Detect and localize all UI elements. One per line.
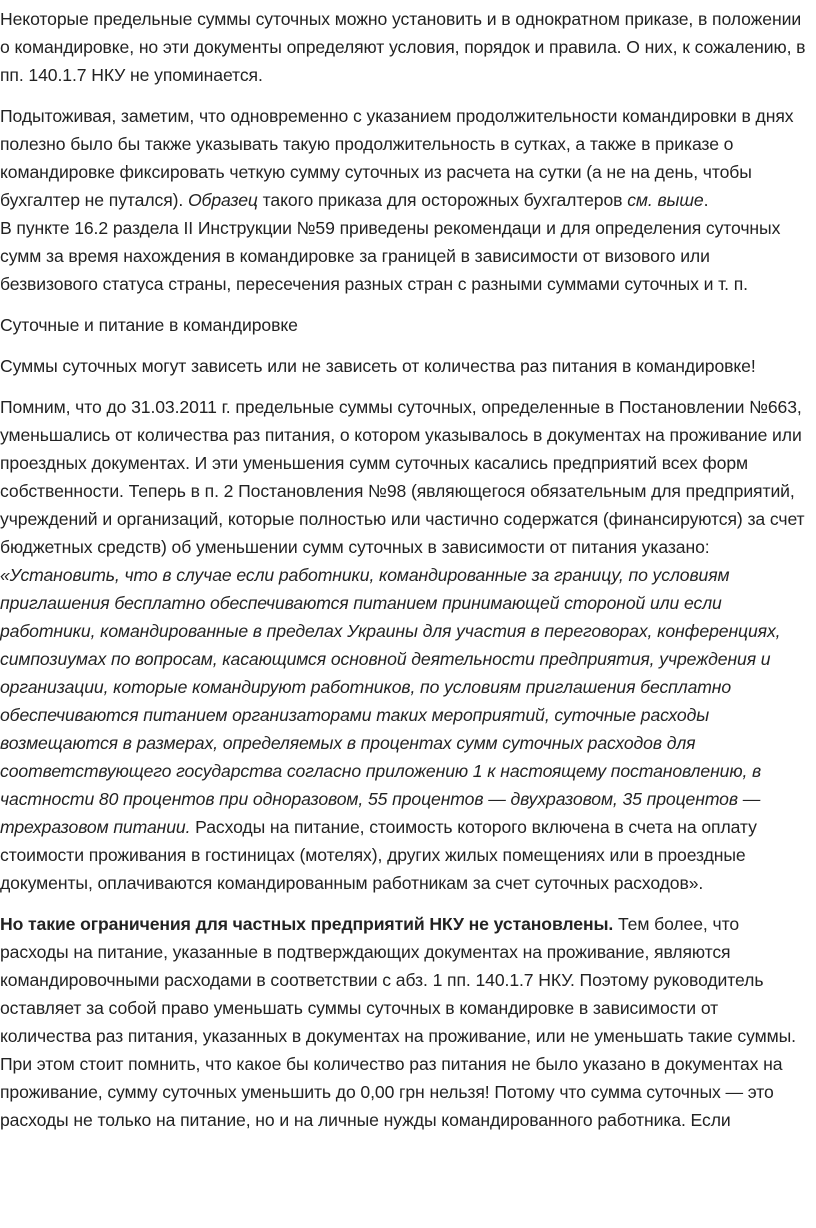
paragraph-private-enterprises	[0, 910, 810, 1050]
paragraph-text: Помним, что до 31.03.2011 г. предельные суммы суточных, определенные в Постановлении №663, уменьшались от количества раз питания, о котором указывалось в документах на проживание или проездных документах. И эти уменьшения сумм суточных касались предприятий всех форм собственности. Теперь в п. 2 Постановления №98 (являющегося обязательным для предприятий, учреждений и организаций, которые полностью или частично содержатся (финансируются) за счет бюджетных средств) об уменьшении сумм суточных в зависимости от питания указано:	[0, 397, 805, 557]
heading-text: Суточные и питание в командировке	[0, 315, 298, 335]
bold-statement: Но такие ограничения для частных предприятий НКУ не установлены.	[0, 914, 614, 934]
paragraph-gap	[0, 89, 810, 102]
paragraph-meals-dependency	[0, 352, 810, 380]
paragraph-daily-limits	[0, 5, 810, 89]
paragraph-gap	[0, 298, 810, 311]
paragraph-instruction-59	[0, 214, 810, 298]
paragraph-summary	[0, 102, 810, 214]
paragraph-text: .	[703, 190, 709, 210]
paragraph-gap	[0, 339, 810, 352]
paragraph-text: При этом стоит помнить, что какое бы количество раз питания не было указано в документах на проживание, сумму суточных уменьшить до 0,00 грн нельзя! Потому что сумма суточных — это расходы не только на питание, но и на личные нужды командированного работника. Если	[0, 1054, 783, 1130]
paragraph-text: Подытоживая, заметим, что одновременно с указанием продолжительности командировки в днях полезно было бы также указывать такую продолжительность в сутках, а также в приказе о командировке фиксировать четкую сумму суточных из расчета на сутки (а не на день, чтобы бухгалтер не путался).	[0, 106, 794, 210]
quote-resolution-98: «Установить, что в случае если работники, командированные за границу, по условиям приглашения бесплатно обеспечиваются питанием принимающей стороной или если работники, командированные в пределах Украины для участия в переговорах, конференциях, симпозиумах по вопросам, касающимся основной деятельности предприятия, учреждения и организации, которые командируют работников, по условиям приглашения бесплатно обеспечиваются питанием организаторами таких мероприятий, суточные расходы возмещаются в размерах, определяемых в процентах сумм суточных расходов для соответствующего государства согласно приложению 1 к настоящему постановлению, в частности 80 процентов при одноразовом, 55 процентов — двухразовом, 35 процентов — трехразовом питании.	[0, 565, 781, 837]
paragraph-gap	[0, 380, 810, 393]
paragraph-text: такого приказа для осторожных бухгалтеров	[257, 190, 628, 210]
paragraph-resolution-quote	[0, 393, 810, 897]
paragraph-zero-limit	[0, 1050, 810, 1134]
paragraph-text: Тем более, что расходы на питание, указанные в подтверждающих документах на проживание, являются командировочными расходами в соответствии с абз. 1 пп. 140.1.7 НКУ. Поэтому руководитель оставляет за собой право уменьшать суммы суточных в командировке в зависимости от количества раз питания, указанных в документах на проживание, или не уменьшать такие суммы.	[0, 914, 796, 1046]
emphasis-sample: Образец	[187, 190, 258, 210]
paragraph-text: Расходы на питание, стоимость которого включена в счета на оплату стоимости проживания в гостиницах (мотелях), других жилых помещениях или в проездные документы, оплачиваются командированным работникам за счет суточных расходов».	[0, 817, 757, 893]
paragraph-text: В пункте 16.2 раздела II Инструкции №59 приведены рекомендаци и для определения суточных сумм за время нахождения в командировке за границей в зависимости от визового или безвизового статуса страны, пересечения разных стран с разными суммами суточных и т. п.	[0, 218, 781, 294]
paragraph-text: Суммы суточных могут зависеть или не зависеть от количества раз питания в командировке!	[0, 356, 756, 376]
paragraph-gap	[0, 897, 810, 910]
emphasis-see-above: см. выше	[627, 190, 704, 210]
paragraph-text: Некоторые предельные суммы суточных можно установить и в однократном приказе, в положении о командировке, но эти документы определяют условия, порядок и правила. О них, к сожалению, в пп. 140.1.7 НКУ не упоминается.	[0, 9, 806, 85]
section-heading	[0, 311, 810, 339]
